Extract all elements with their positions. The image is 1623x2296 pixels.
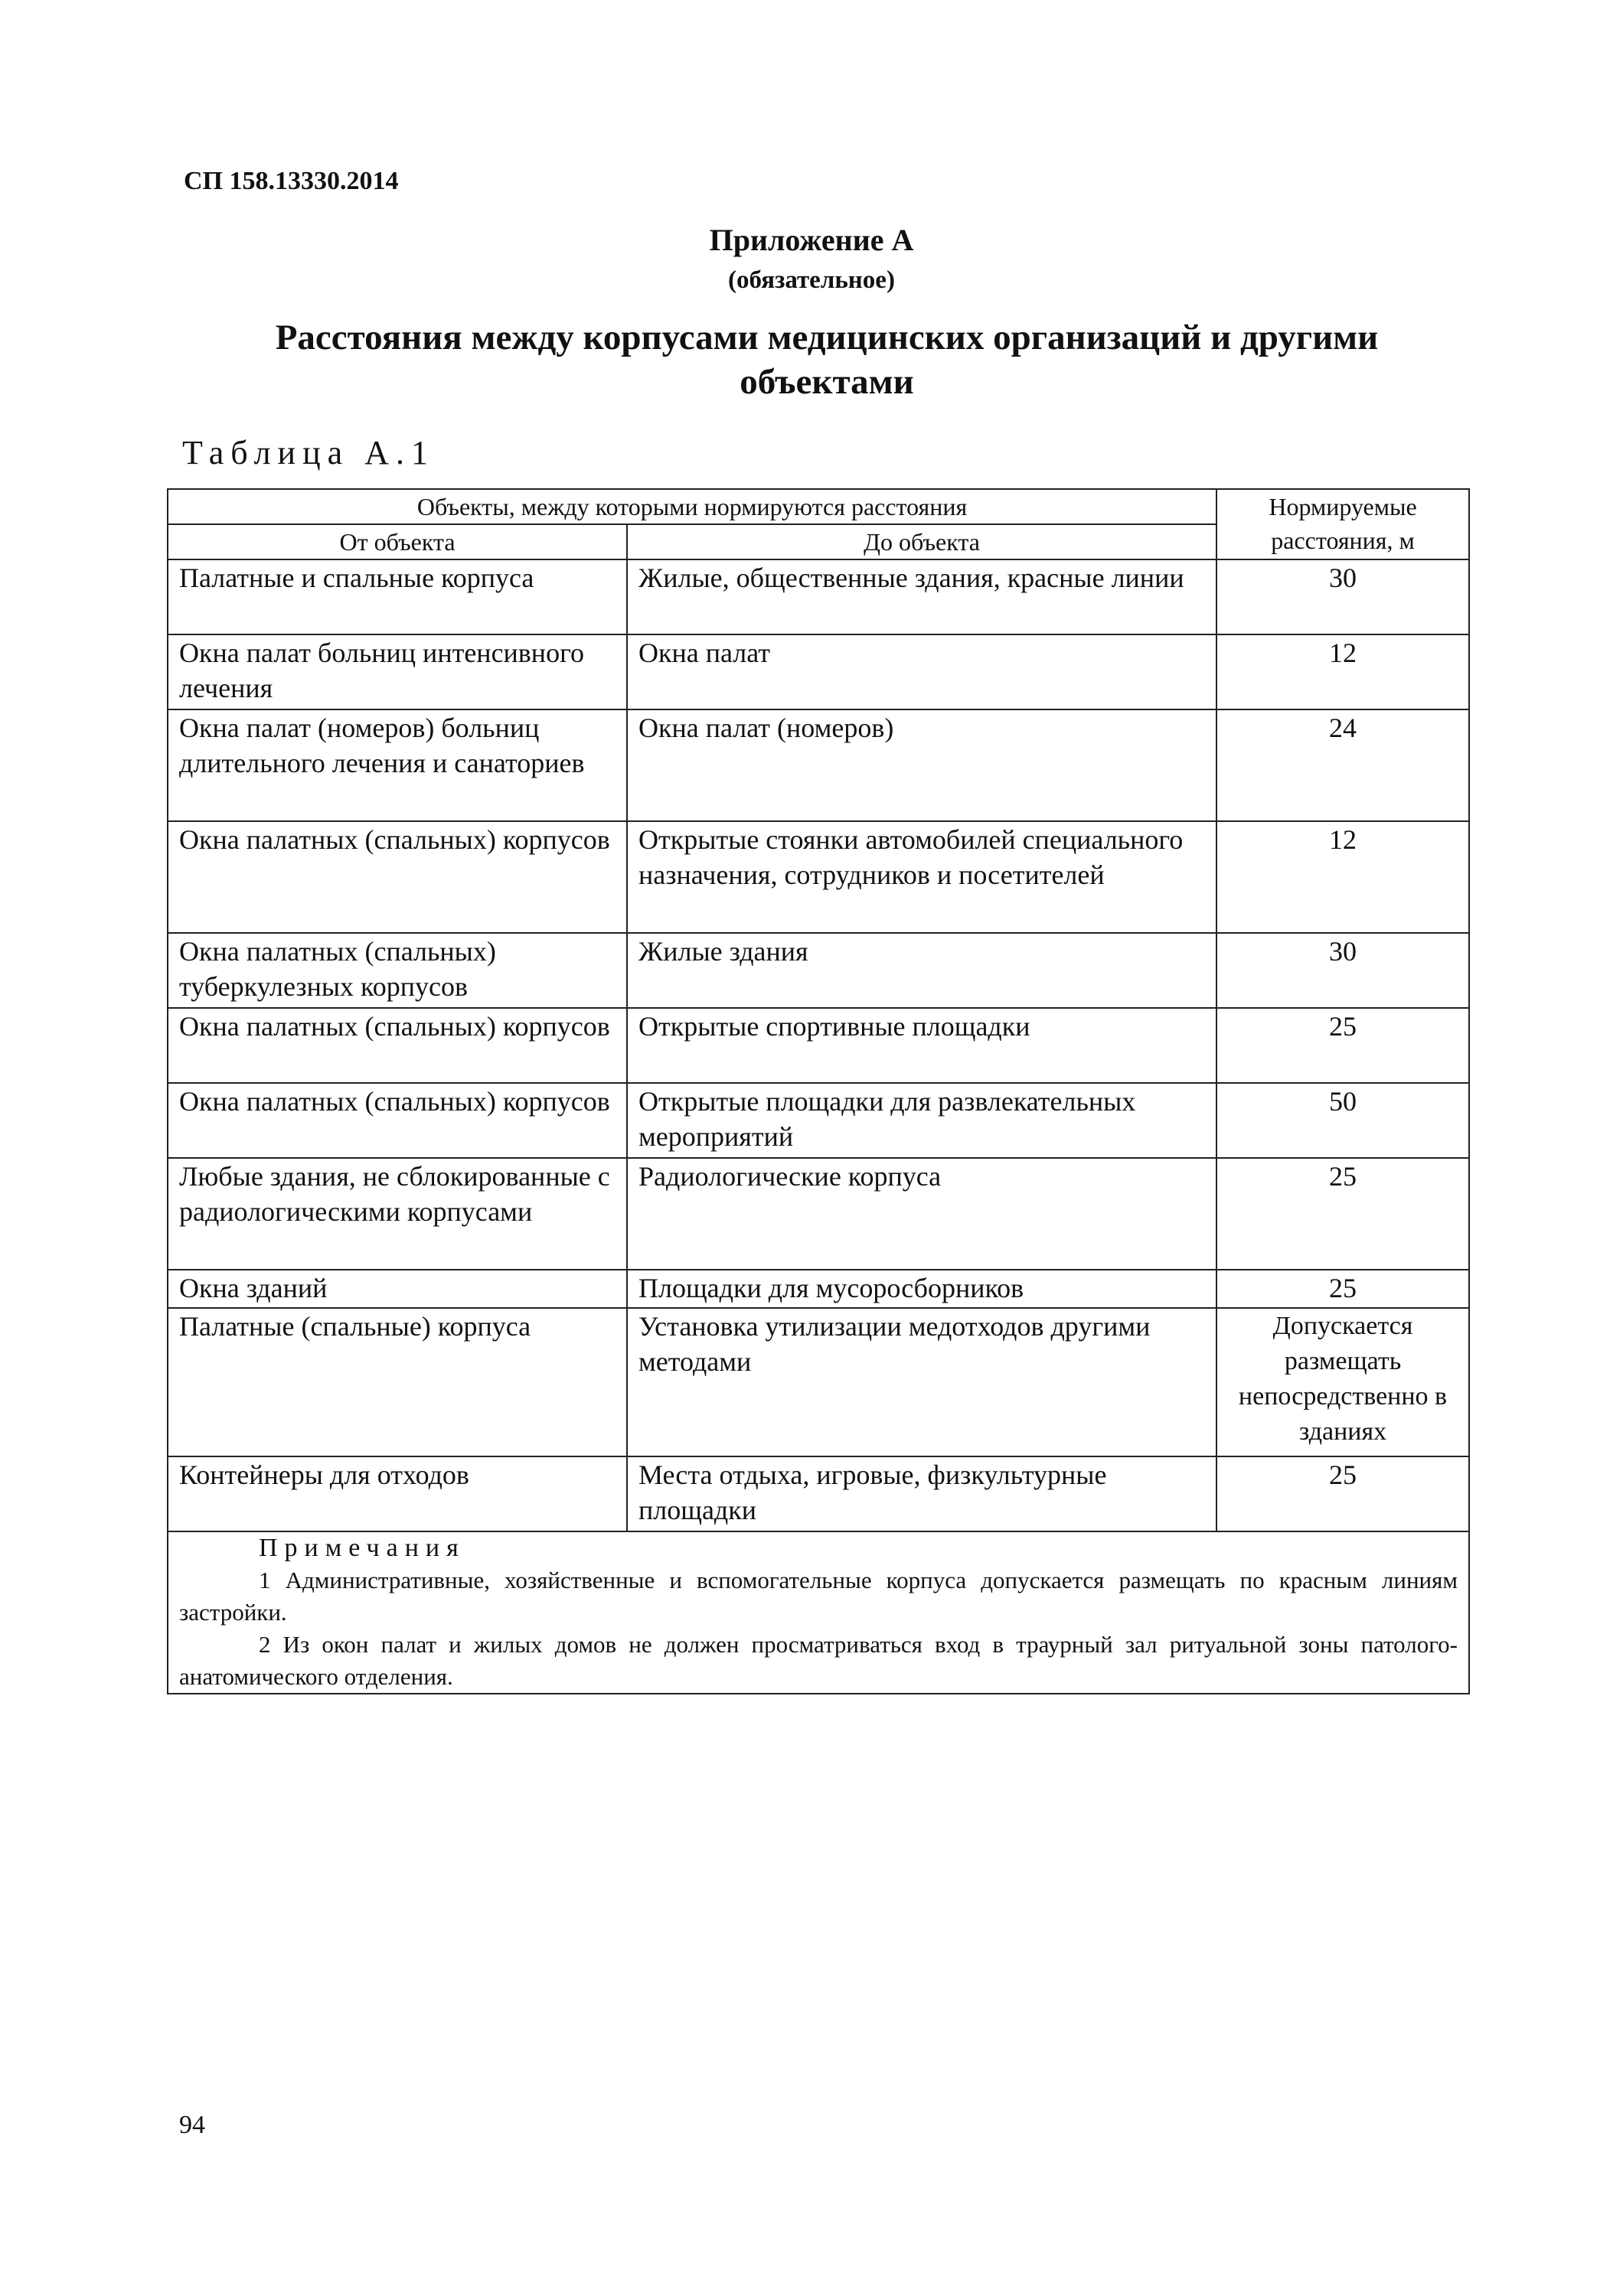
table-row [168, 709, 1469, 821]
cell-from: Палатные и спальные корпуса [168, 559, 627, 634]
header-objects: Объекты, между которыми нормируются расстояния [168, 489, 1216, 524]
table-row [168, 559, 1469, 634]
cell-to: Установка утилизации медотходов другими методами [627, 1308, 1216, 1456]
cell-to: Открытые спортивные площадки [627, 1008, 1216, 1083]
notes-cell [168, 1531, 1469, 1694]
table-row [168, 634, 1469, 709]
cell-to: Места отдыха, игровые, физкультурные площадки [627, 1456, 1216, 1531]
cell-from: Палатные (спальные) корпуса [168, 1308, 627, 1456]
note-item: 2 Из окон палат и жилых домов не должен просматриваться вход в траурный зал ритуальной зоны патолого-анатомического отделения. [179, 1631, 1458, 1690]
table-row [168, 1308, 1469, 1456]
appendix-title: Приложение А [709, 223, 914, 257]
cell-from: Любые здания, не сблокированные с радиологическими корпусами [168, 1158, 627, 1270]
cell-distance: 25 [1216, 1270, 1469, 1308]
cell-to: Окна палат (номеров) [627, 709, 1216, 821]
distance-table [167, 488, 1470, 1694]
cell-distance: 30 [1216, 559, 1469, 634]
cell-from: Окна палатных (спальных) корпусов [168, 1008, 627, 1083]
cell-distance: 25 [1216, 1456, 1469, 1531]
heading-line-1: Расстояния между корпусами медицинских организаций и другими [275, 318, 1379, 357]
cell-from: Окна палатных (спальных) корпусов [168, 1083, 627, 1158]
cell-distance: 30 [1216, 933, 1469, 1008]
cell-to: Жилые, общественные здания, красные линии [627, 559, 1216, 634]
cell-to: Открытые стоянки автомобилей специального назначения, сотрудников и посетителей [627, 821, 1216, 933]
cell-from: Окна палат больниц интенсивного лечения [168, 634, 627, 709]
document-code: СП 158.13330.2014 [184, 167, 399, 195]
table-caption: Таблица А.1 [182, 434, 435, 471]
appendix-status: (обязательное) [728, 266, 895, 294]
header-to: До объекта [627, 524, 1216, 559]
cell-distance: 25 [1216, 1158, 1469, 1270]
header-from: От объекта [168, 524, 627, 559]
note-item: 1 Административные, хозяйственные и вспомогательные корпуса допускается размещать по красным линиям застройки. [179, 1567, 1458, 1626]
cell-distance: 24 [1216, 709, 1469, 821]
table-row [168, 1158, 1469, 1270]
page-heading [184, 315, 1470, 404]
table-header-row [168, 489, 1469, 524]
table-row [168, 1083, 1469, 1158]
cell-distance: 12 [1216, 821, 1469, 933]
table-row [168, 1456, 1469, 1531]
notes-row [168, 1531, 1469, 1694]
cell-from: Окна зданий [168, 1270, 627, 1308]
table-row [168, 821, 1469, 933]
table-row [168, 1270, 1469, 1308]
cell-to: Открытые площадки для развлекательных мероприятий [627, 1083, 1216, 1158]
table-row [168, 933, 1469, 1008]
notes-title: Примечания [259, 1534, 465, 1562]
table-row [168, 1008, 1469, 1083]
cell-from: Окна палатных (спальных) туберкулезных корпусов [168, 933, 627, 1008]
cell-distance: 25 [1216, 1008, 1469, 1083]
cell-from: Контейнеры для отходов [168, 1456, 627, 1531]
cell-from: Окна палатных (спальных) корпусов [168, 821, 627, 933]
cell-from: Окна палат (номеров) больниц длительного лечения и санаториев [168, 709, 627, 821]
header-distance: Нормируемые расстояния, м [1216, 489, 1469, 559]
page-number: 94 [179, 2111, 205, 2139]
cell-to: Площадки для мусоросборников [627, 1270, 1216, 1308]
cell-to: Окна палат [627, 634, 1216, 709]
cell-distance: Допускается размещать непосредственно в зданиях [1216, 1308, 1469, 1456]
heading-line-2: объектами [740, 362, 914, 402]
cell-to: Жилые здания [627, 933, 1216, 1008]
cell-distance: 12 [1216, 634, 1469, 709]
cell-to: Радиологические корпуса [627, 1158, 1216, 1270]
cell-distance: 50 [1216, 1083, 1469, 1158]
